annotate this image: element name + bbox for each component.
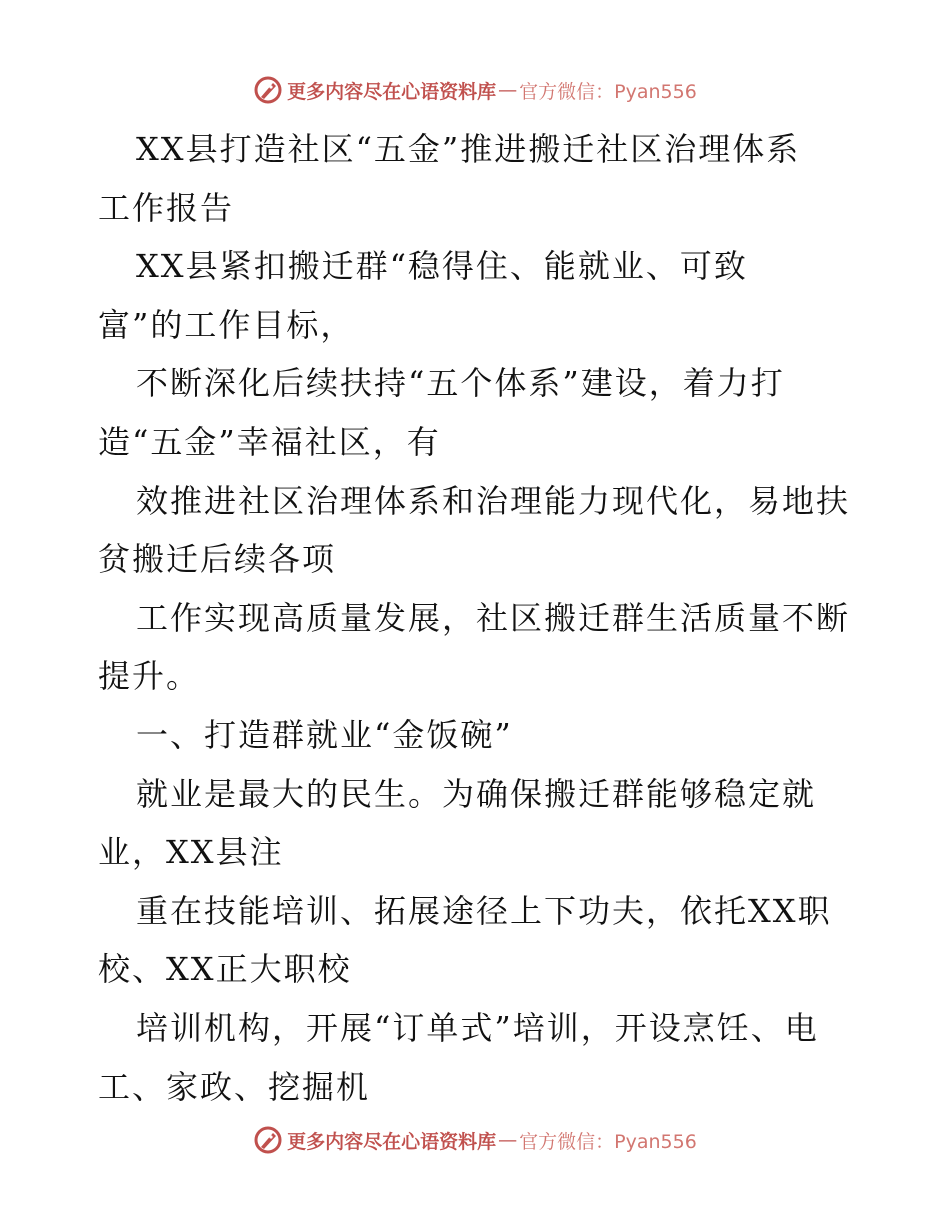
paragraph-line: 造“五金”幸福社区，有 <box>98 422 441 461</box>
paragraph-line: 工、家政、挖掘机 <box>98 1067 371 1106</box>
paragraph-line: 效推进社区治理体系和治理能力现代化，易地扶 <box>136 481 851 520</box>
watermark-separator: — <box>498 79 518 101</box>
pen-nib-logo-icon <box>253 75 283 105</box>
paragraph-line: 工作实现高质量发展，社区搬迁群生活质量不断 <box>136 598 851 637</box>
document-title-line-2: 工作报告 <box>98 188 235 227</box>
paragraph-line: 提升。 <box>98 657 201 696</box>
document-body <box>98 120 858 1116</box>
document-title-line-1: XX县打造社区“五金”推进搬迁社区治理体系 <box>136 130 801 168</box>
footer-watermark <box>0 1120 950 1160</box>
paragraph-line: 就业是最大的民生。为确保搬迁群能够稳定就 <box>136 774 817 813</box>
paragraph-line: 富”的工作目标， <box>98 305 355 344</box>
watermark-brand-text: 更多内容尽在心语资料库 <box>287 1130 497 1153</box>
paragraph-line: XX县紧扣搬迁群“稳得住、能就业、可致 <box>136 247 748 286</box>
paragraph-line: 业，XX县注 <box>98 833 284 872</box>
watermark-contact-text: 官方微信：Pyan556 <box>519 80 697 103</box>
paragraph-line: 贫搬迁后续各项 <box>98 540 337 579</box>
section-heading: 一、打造群就业“金饭碗” <box>136 715 513 754</box>
header-watermark <box>0 70 950 110</box>
paragraph-line: 培训机构，开展“订单式”培训，开设烹饪、电 <box>136 1008 819 1047</box>
watermark-separator: — <box>498 1129 518 1151</box>
watermark-contact-text: 官方微信：Pyan556 <box>519 1130 697 1153</box>
pen-nib-logo-icon <box>253 1125 283 1155</box>
watermark-brand-text: 更多内容尽在心语资料库 <box>287 80 497 103</box>
paragraph-line: 不断深化后续扶持“五个体系”建设，着力打 <box>136 364 785 403</box>
paragraph-line: 校、XX正大职校 <box>98 950 352 989</box>
paragraph-line: 重在技能培训、拓展途径上下功夫，依托XX职 <box>136 891 832 930</box>
